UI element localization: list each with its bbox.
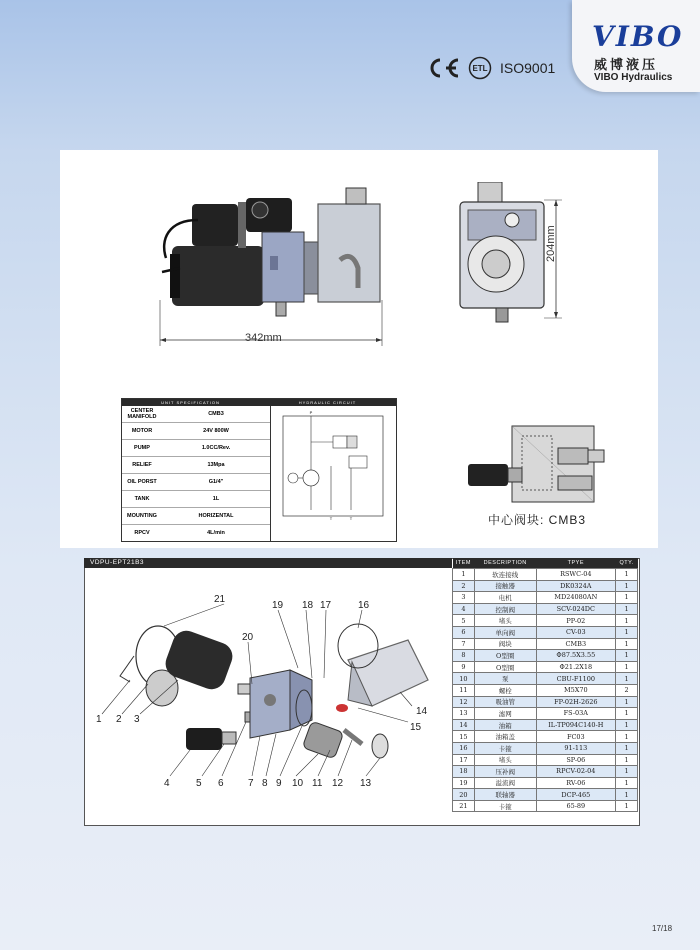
spec-row: PUMP 1.0CC/Rev. — [122, 440, 270, 457]
brand-name-cn: 威博液压 — [594, 58, 659, 73]
spec-row: MOTOR 24V 800W — [122, 423, 270, 440]
callout-13: 13 — [360, 778, 372, 789]
circuit-port-t2: T — [349, 516, 353, 521]
spec-row: CENTER MANIFOLD CMB3 — [122, 406, 270, 423]
callout-20: 20 — [242, 632, 254, 643]
spec-header-right: HYDRAULIC CIRCUIT — [298, 400, 357, 405]
callout-11: 11 — [312, 778, 323, 789]
bom-row: 16 卡箍 91-113 1 — [453, 742, 638, 754]
bom-row: 21 卡箍 65-89 1 — [453, 800, 638, 812]
page-number: 17/18 — [652, 924, 673, 933]
circuit-port-t1: T — [329, 516, 333, 521]
spec-row: RELIEF 13Mpa — [122, 457, 270, 474]
callout-16: 16 — [358, 600, 370, 611]
callout-19: 19 — [272, 600, 284, 611]
callout-4: 4 — [164, 778, 170, 789]
bom-row: 2 接触器 DK0324A 1 — [453, 580, 638, 592]
bom-row: 20 联轴器 DCP-465 1 — [453, 789, 638, 801]
callout-21: 21 — [214, 594, 226, 605]
parts-title: VDPU-EPT21B3 — [84, 558, 452, 568]
bom-col-item: ITEM — [453, 558, 475, 569]
callout-8: 8 — [262, 778, 268, 789]
bom-col-qty: QTY. — [616, 558, 638, 569]
etl-text: ETL — [472, 64, 488, 73]
bom-row: 1 软连接线 RSWC-04 1 — [453, 569, 638, 581]
callout-9: 9 — [276, 778, 282, 789]
bom-row: 8 O型圈 Φ87.5X3.55 1 — [453, 650, 638, 662]
bom-row: 12 吸油管 FP-02H-2626 1 — [453, 696, 638, 708]
callout-10: 10 — [292, 778, 304, 789]
bom-row: 6 单向阀 CV-03 1 — [453, 626, 638, 638]
callout-18: 18 — [302, 600, 314, 611]
callout-12: 12 — [332, 778, 344, 789]
callout-1: 1 — [96, 714, 102, 725]
bom-row: 19 溢流阀 RV-06 1 — [453, 777, 638, 789]
bill-of-materials — [452, 558, 638, 812]
callout-17: 17 — [320, 600, 332, 611]
bom-row: 5 堵头 PP-02 1 — [453, 615, 638, 627]
bom-row: 11 螺栓 M5X70 2 — [453, 684, 638, 696]
callout-14: 14 — [416, 706, 428, 717]
length-dimension: 342mm — [245, 332, 282, 344]
spec-row: RPCV 4L/min — [134, 530, 225, 536]
circuit-port-p: P — [309, 410, 313, 415]
certification-marks — [424, 54, 555, 82]
bom-row: 14 油箱 IL-TP094C140-H 1 — [453, 719, 638, 731]
unit-spec-table — [121, 398, 397, 542]
bom-row: 10 泵 CBU-F1100 1 — [453, 673, 638, 685]
bom-col-type: TPYE — [536, 558, 616, 569]
spec-row: OIL PORST G1/4" — [122, 474, 270, 491]
bom-row: 18 压补阀 RPCV-02-04 1 — [453, 766, 638, 778]
spec-row: MOUNTING HORIZENTAL — [122, 508, 270, 525]
hydraulic-circuit-diagram — [271, 406, 395, 534]
callout-5: 5 — [196, 778, 202, 789]
callout-3: 3 — [134, 714, 140, 725]
exploded-view — [90, 580, 440, 800]
bom-row: 9 O型圈 Φ21.2X18 1 — [453, 661, 638, 673]
bom-col-description: DESCRIPTION — [474, 558, 536, 569]
pump-side-view — [150, 180, 400, 355]
bom-row: 3 电机 MD24080AN 1 — [453, 592, 638, 604]
callout-7: 7 — [248, 778, 254, 789]
callout-2: 2 — [116, 714, 122, 725]
bom-row: 4 控制阀 SCV-024DC 1 — [453, 603, 638, 615]
etl-mark-icon — [468, 56, 492, 80]
spec-row: TANK 1L — [122, 491, 270, 508]
ce-mark-icon — [424, 57, 462, 79]
bom-row: 7 阀块 CMB3 1 — [453, 638, 638, 650]
spec-header-left: UNIT SPECIFICATION — [161, 400, 220, 405]
height-dimension: 204mm — [545, 225, 557, 262]
hydraulic-circuit — [271, 406, 396, 541]
center-block-label: 中心阀块: CMB3 — [488, 513, 587, 527]
bom-row: 15 油箱盖 FC03 1 — [453, 731, 638, 743]
iso-certification: ISO9001 — [500, 60, 556, 76]
bom-row: 13 滤网 FS-03A 1 — [453, 708, 638, 720]
callout-6: 6 — [218, 778, 224, 789]
center-block-drawing — [462, 424, 612, 510]
callout-15: 15 — [410, 722, 422, 733]
brand-logo: VIBO — [592, 20, 684, 53]
bom-row: 17 堵头 SP-06 1 — [453, 754, 638, 766]
brand-name-en: VIBO Hydraulics — [594, 72, 673, 83]
